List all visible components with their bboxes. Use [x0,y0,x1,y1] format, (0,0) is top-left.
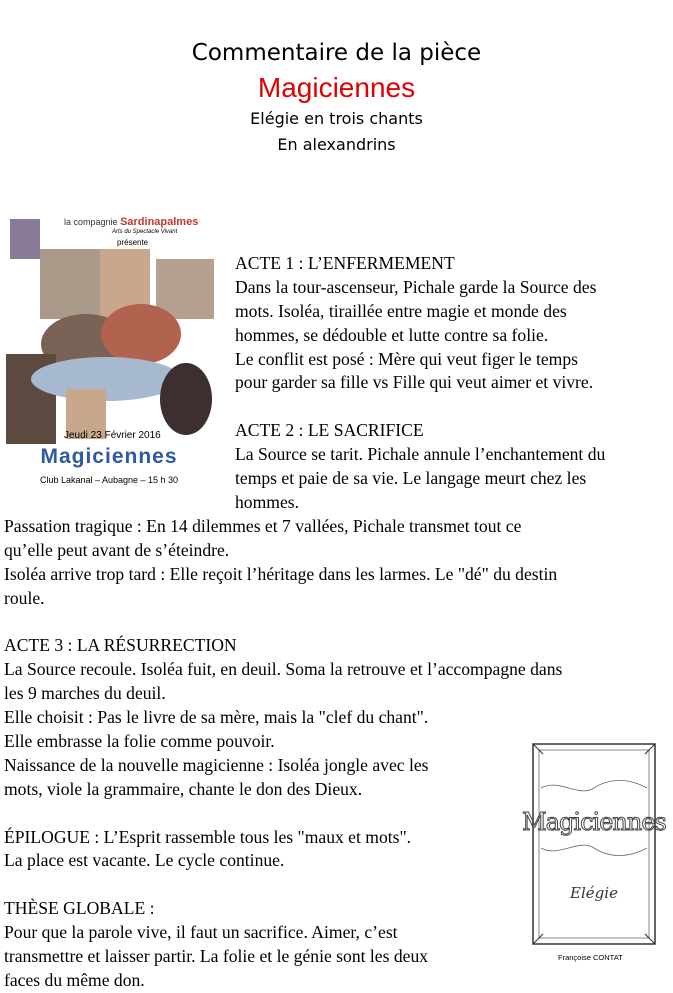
text-line: Pour que la parole vive, il faut un sacrifice. Aimer, c’est [4,922,398,943]
poster-title: Magiciennes [40,445,178,468]
text-line: Naissance de la nouvelle magicienne : Isoléa jongle avec les [4,754,429,775]
text-line [4,873,562,897]
page-title: Commentaire de la pièce [191,40,482,66]
text-block-acts-1-2 [235,252,605,515]
text-line: mots. Isoléa, tiraillée entre magie et monde des [235,300,567,321]
text-line [235,395,605,419]
poster-company: la compagnie Sardinapalmes [64,216,199,228]
text-line: transmettre et laisser partir. La folie et le génie sont les deux [4,946,429,967]
text-line: ACTE 2 : LE SACRIFICE [235,420,424,441]
subtitle-alexandrins: En alexandrins [277,135,396,154]
text-line: La place est vacante. Le cycle continue. [4,850,285,871]
emblem-word: Magiciennes [522,808,666,836]
text-line: qu’elle peut avant de s’éteindre. [4,539,230,560]
poster-image [4,211,218,493]
subtitle-elegie: Elégie en trois chants [250,109,423,128]
poster-date: Jeudi 23 Février 2016 [64,430,161,441]
text-line: Passation tragique : En 14 dilemmes et 7 vallées, Pichale transmet tout ce [4,516,522,536]
text-line: pour garder sa fille vs Fille qui veut aimer et vivre. [235,372,594,393]
play-title: Magiciennes [257,72,416,103]
text-line [4,611,562,635]
poster-presente: présente [117,238,149,247]
emblem-credit: Françoise CONTAT [558,953,623,962]
text-line: hommes. [235,491,300,512]
emblem-image [519,738,669,951]
text-line: hommes, se dédouble et lutte contre sa folie. [235,324,549,345]
text-line: Le conflit est posé : Mère qui veut figer le temps [235,348,578,369]
text-line: Elle choisit : Pas le livre de sa mère, mais la "clef du chant". [4,707,429,728]
text-line: ACTE 1 : L’ENFERMEMENT [235,253,455,273]
text-line: les 9 marches du deuil. [4,683,166,704]
text-line: roule. [4,587,45,608]
poster-photo [6,219,216,445]
text-line: Isoléa arrive trop tard : Elle reçoit l’héritage dans les larmes. Le "dé" du destin [4,563,558,584]
text-line: Elle embrasse la folie comme pouvoir. [4,731,275,752]
text-line: THÈSE GLOBALE : [4,898,155,919]
text-line: temps et paie de sa vie. Le langage meurt chez les [235,468,587,489]
text-line: Dans la tour-ascenseur, Pichale garde la Source des [235,276,597,297]
text-line: ACTE 3 : LA RÉSURRECTION [4,635,237,656]
emblem-script: Elégie [570,884,618,902]
text-line [4,802,562,826]
text-block-main [4,515,562,993]
poster-arts: Arts du Spectacle Vivant [112,229,178,235]
text-line: La Source recoule. Isoléa fuit, en deuil. Soma la retrouve et l’accompagne dans [4,659,563,680]
text-line: faces du même don. [4,969,145,990]
text-line: La Source se tarit. Pichale annule l’enchantement du [235,444,606,465]
poster-venue: Club Lakanal – Aubagne – 15 h 30 [39,475,179,485]
text-line: mots, viole la grammaire, chante le don des Dieux. [4,778,363,799]
text-line: ÉPILOGUE : L’Esprit rassemble tous les "maux et mots". [4,826,412,847]
